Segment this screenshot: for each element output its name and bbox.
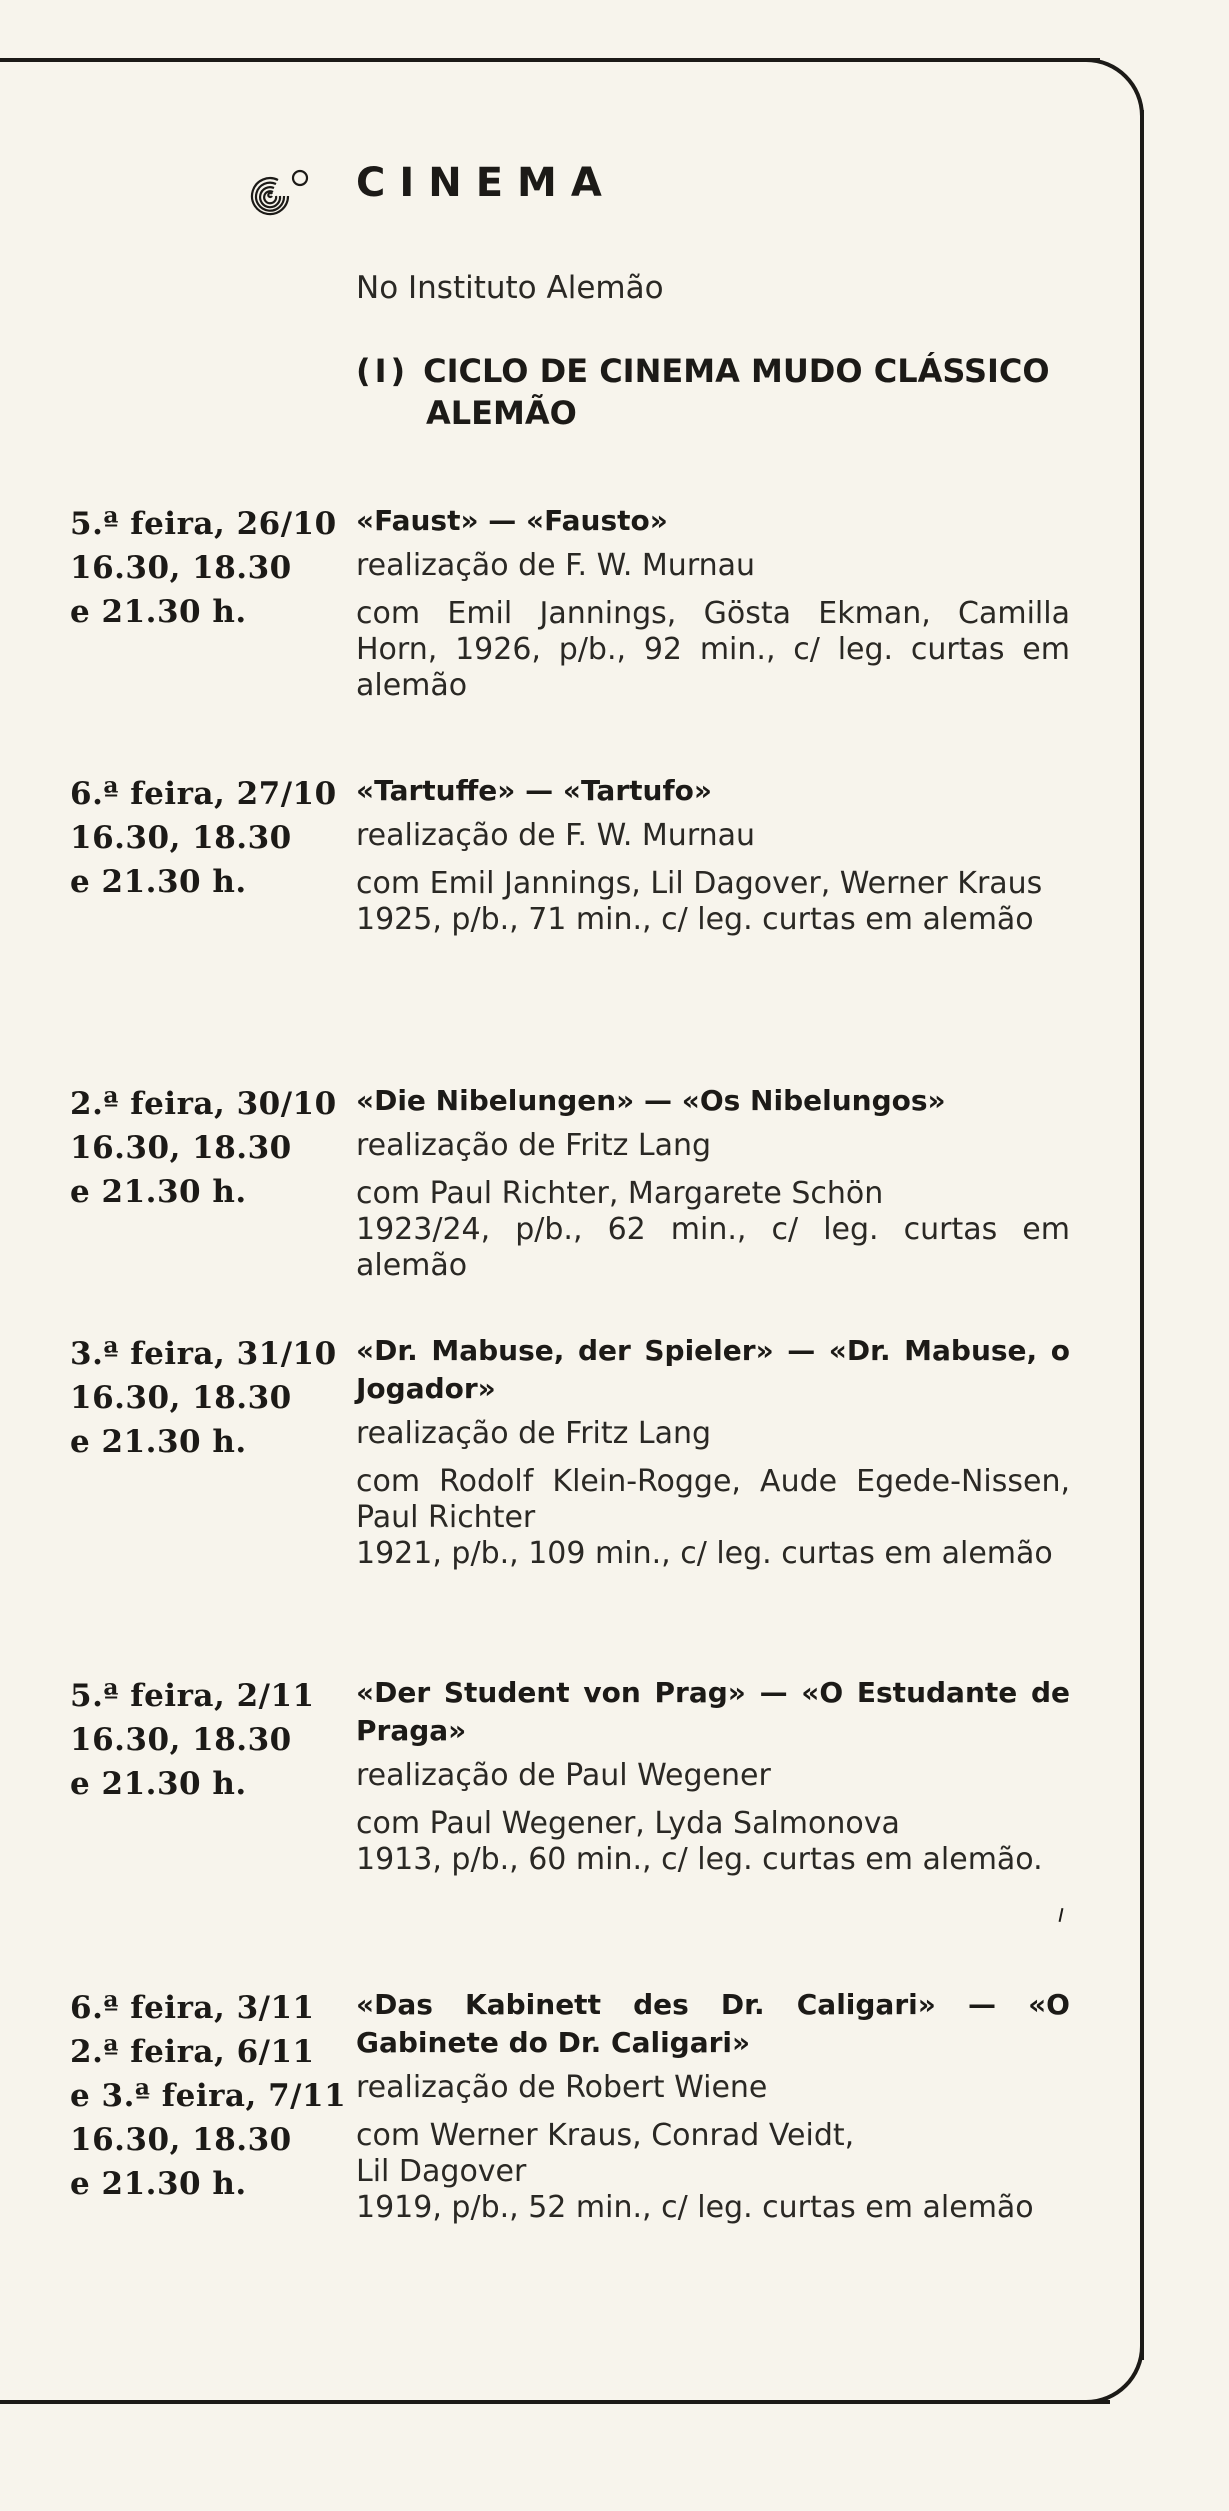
screening-dates bbox=[70, 1332, 350, 1464]
film-director: realização de F. W. Murnau bbox=[356, 818, 756, 853]
film-info bbox=[356, 502, 1070, 704]
frame-top-border bbox=[0, 58, 1100, 62]
venue-text: No Instituto Alemão bbox=[356, 270, 664, 306]
screening-dates bbox=[70, 1986, 350, 2206]
film-title: «Das Kabinett des Dr. Caligari» — «O Gabinete do Dr. Caligari» bbox=[356, 1988, 1070, 2059]
film-details: 1925, p/b., 71 min., c/ leg. curtas em alemão bbox=[356, 902, 1034, 937]
film-details: 1919, p/b., 52 min., c/ leg. curtas em alemão bbox=[356, 2190, 1034, 2225]
cycle-number: (I) bbox=[356, 352, 410, 390]
film-cast: com Rodolf Klein-Rogge, Aude Egede-Nissen, Paul Richter bbox=[356, 1464, 1070, 1535]
film-director: realização de Robert Wiene bbox=[356, 2070, 768, 2105]
film-info bbox=[356, 1082, 1070, 1284]
film-info bbox=[356, 1986, 1070, 2226]
date-line: e 21.30 h. bbox=[70, 2166, 247, 2202]
film-cast: com Paul Wegener, Lyda Salmonova bbox=[356, 1806, 900, 1841]
date-line: 16.30, 18.30 bbox=[70, 1130, 292, 1166]
film-cast: com Paul Richter, Margarete Schön bbox=[356, 1176, 884, 1211]
date-line: 3.ª feira, 31/10 bbox=[70, 1336, 337, 1372]
film-director: realização de Fritz Lang bbox=[356, 1128, 712, 1163]
film-director: realização de Paul Wegener bbox=[356, 1758, 771, 1793]
date-line: 16.30, 18.30 bbox=[70, 820, 292, 856]
print-mark bbox=[1059, 1908, 1064, 1922]
film-cast: com Werner Kraus, Conrad Veidt, bbox=[356, 2118, 855, 2153]
date-line: 5.ª feira, 26/10 bbox=[70, 506, 337, 542]
cycle-title-line1: CICLO DE CINEMA MUDO CLÁSSICO bbox=[423, 352, 1050, 390]
frame-bottom-corner bbox=[1080, 2340, 1144, 2404]
screening-dates bbox=[70, 1674, 350, 1806]
film-details: 1921, p/b., 109 min., c/ leg. curtas em alemão bbox=[356, 1536, 1053, 1571]
film-director: realização de F. W. Murnau bbox=[356, 548, 756, 583]
film-info bbox=[356, 1674, 1070, 1878]
date-line: e 21.30 h. bbox=[70, 1174, 247, 1210]
film-title: «Die Nibelungen» — «Os Nibelungos» bbox=[356, 1084, 946, 1117]
screening-dates bbox=[70, 1082, 350, 1214]
cycle-heading bbox=[356, 350, 1086, 434]
screening-dates bbox=[70, 502, 350, 634]
film-title: «Faust» — «Fausto» bbox=[356, 504, 668, 537]
goethe-institut-logo-icon bbox=[244, 166, 312, 226]
screening-dates bbox=[70, 772, 350, 904]
date-line: e 21.30 h. bbox=[70, 864, 247, 900]
film-title: «Tartuffe» — «Tartufo» bbox=[356, 774, 712, 807]
date-line: 16.30, 18.30 bbox=[70, 550, 292, 586]
film-info bbox=[356, 772, 1070, 938]
frame-right-border bbox=[1140, 110, 1144, 2360]
film-cast: com Emil Jannings, Gösta Ekman, Camilla Horn, 1926, p/b., 92 min., c/ leg. curtas em alemão bbox=[356, 596, 1070, 703]
film-details: 1923/24, p/b., 62 min., c/ leg. curtas em alemão bbox=[356, 1212, 1070, 1283]
date-line: 6.ª feira, 27/10 bbox=[70, 776, 337, 812]
date-line: 2.ª feira, 30/10 bbox=[70, 1086, 337, 1122]
film-cast-continued: Lil Dagover bbox=[356, 2154, 527, 2189]
date-line: 2.ª feira, 6/11 bbox=[70, 2034, 315, 2070]
date-line: e 21.30 h. bbox=[70, 1766, 247, 1802]
film-details: 1913, p/b., 60 min., c/ leg. curtas em alemão. bbox=[356, 1842, 1043, 1877]
page-title: CINEMA bbox=[356, 160, 616, 206]
film-title: «Der Student von Prag» — «O Estudante de Praga» bbox=[356, 1676, 1070, 1747]
frame-bottom-border bbox=[0, 2400, 1110, 2404]
date-line: e 21.30 h. bbox=[70, 594, 247, 630]
film-cast: com Emil Jannings, Lil Dagover, Werner Kraus bbox=[356, 866, 1043, 901]
cycle-title-line2: ALEMÃO bbox=[426, 394, 577, 432]
date-line: 6.ª feira, 3/11 bbox=[70, 1990, 315, 2026]
film-info bbox=[356, 1332, 1070, 1572]
date-line: 5.ª feira, 2/11 bbox=[70, 1678, 315, 1714]
date-line: e 21.30 h. bbox=[70, 1424, 247, 1460]
frame-top-corner bbox=[1080, 58, 1144, 122]
date-line: 16.30, 18.30 bbox=[70, 1380, 292, 1416]
date-line: 16.30, 18.30 bbox=[70, 1722, 292, 1758]
date-line: e 3.ª feira, 7/11 bbox=[70, 2078, 347, 2114]
film-title: «Dr. Mabuse, der Spieler» — «Dr. Mabuse, o Jogador» bbox=[356, 1334, 1070, 1405]
date-line: 16.30, 18.30 bbox=[70, 2122, 292, 2158]
film-director: realização de Fritz Lang bbox=[356, 1416, 712, 1451]
